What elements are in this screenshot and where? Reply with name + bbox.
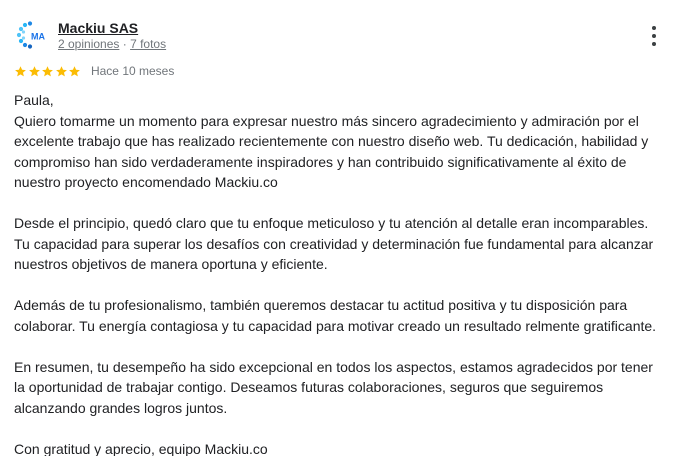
star-rating [14,65,82,78]
review-closing: Con gratitud y aprecio, equipo Mackiu.co [14,440,268,456]
author-meta [58,37,166,52]
rating-row [14,63,174,79]
star-icon [55,65,68,78]
reviews-count-link[interactable]: 2 opiniones [58,37,120,51]
review-paragraph-1: Quiero tomarme un momento para expresar nuestro más sincero agradecimiento y admiración por el excelente trabajo que has realizado recientemente con nuestro diseño web. Tu dedicación, habilidad y compromiso han sido verdaderamente inspiradores y han contribuido significativamente al éxito de nuestro proyecto encomendado Mackiu.co [14,112,649,190]
mackiu-logo-icon [14,19,46,51]
star-icon [41,65,54,78]
author-info [58,19,166,52]
review-header [14,19,166,53]
star-icon [14,65,27,78]
review-time: Hace 10 meses [90,64,175,78]
author-name-link[interactable]: Mackiu SAS [58,20,139,36]
review-paragraph-2: Desde el principio, quedó claro que tu enfoque meticuloso y tu atención al detalle eran incomparables. Tu capacidad para superar los desafíos con creatividad y determinación fue fundamental para alcanzar nuestros objetivos de manera oportuna y eficiente. [14,215,654,272]
star-icon [68,65,81,78]
review-paragraph-4: En resumen, tu desempeño ha sido excepcional en todos los aspectos, estamos agradecidos por tener la oportunidad de trabajar contigo. Deseamos futuras colaboraciones, seguros que seguiremos alcanzando grandes logros juntos. [14,358,653,416]
kebab-dot [652,34,656,38]
more-vert-icon[interactable] [645,26,663,46]
review-text [14,90,664,456]
review-greeting: Paula, [14,92,54,108]
star-icon [28,65,41,78]
kebab-dot [652,26,656,30]
avatar-logo-text: MA [31,31,45,42]
photos-count-link[interactable]: 7 fotos [130,37,167,51]
kebab-dot [652,42,656,46]
author-avatar[interactable] [14,19,46,51]
review-paragraph-3: Además de tu profesionalismo, también queremos destacar tu actitud positiva y tu disposición para colaborar. Tu energía contagiosa y tu capacidad para motivar creado un resultado relmente gratificante. [14,297,657,334]
meta-separator: · [122,37,127,51]
